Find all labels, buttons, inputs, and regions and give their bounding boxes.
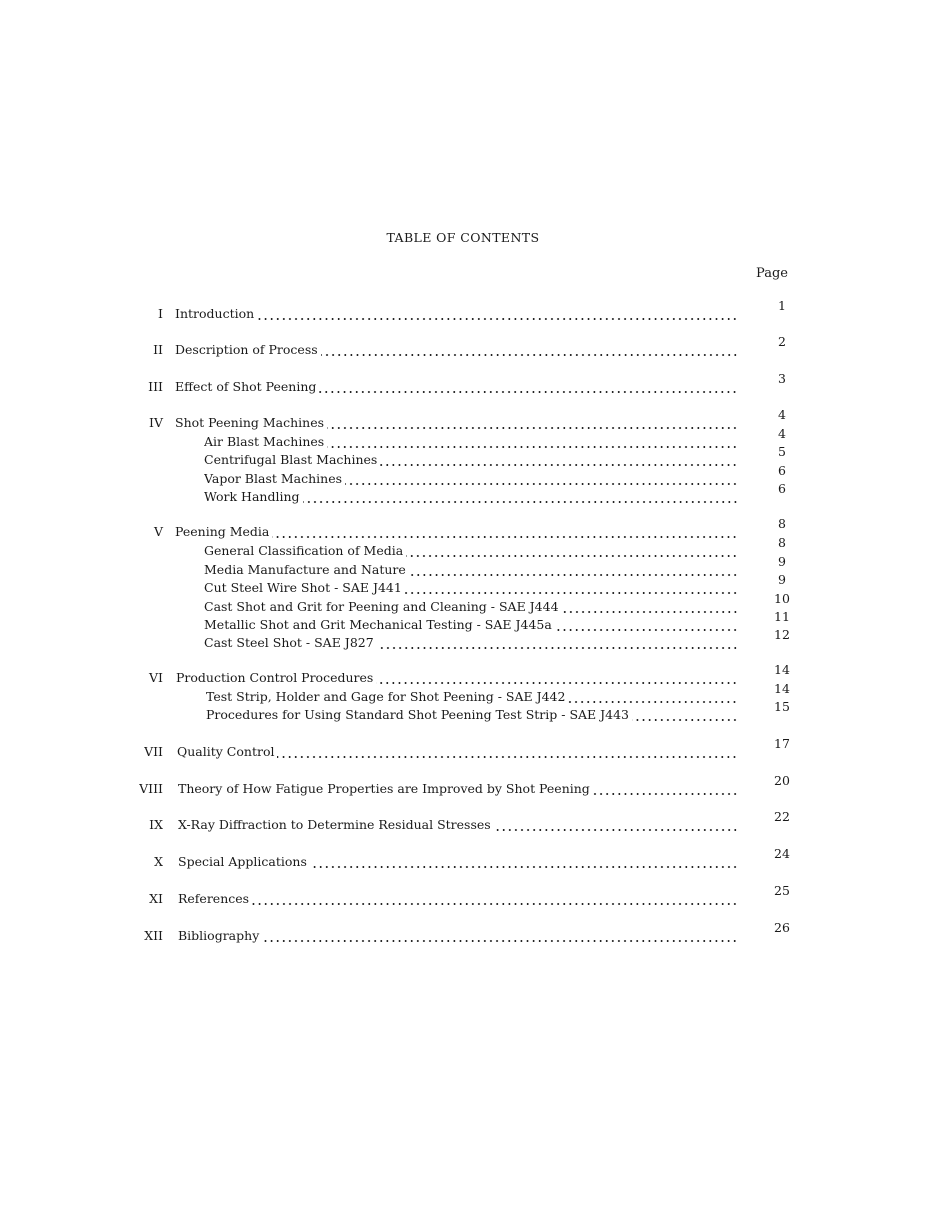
entry-title: Metallic Shot and Grit Mechanical Testing - SAE J445a <box>204 617 552 632</box>
dot-leader <box>555 616 738 634</box>
entry-title-with-leader <box>175 341 738 359</box>
page-number: 14 <box>774 662 790 677</box>
dot-leader <box>568 688 738 706</box>
dot-leader <box>277 743 738 761</box>
section-number: XII <box>144 928 163 943</box>
entry-title-with-leader <box>206 688 738 706</box>
toc-entry <box>0 481 950 506</box>
entry-title-with-leader <box>178 780 738 798</box>
page-number: 9 <box>778 572 786 587</box>
toc-entry <box>0 609 950 634</box>
page-column-header: Page <box>756 266 788 281</box>
entry-title-with-leader <box>204 470 738 488</box>
dot-leader <box>319 378 738 396</box>
entry-title-with-leader <box>204 451 738 469</box>
page-number: 10 <box>774 591 790 606</box>
toc-entry <box>0 516 950 541</box>
entry-title: Effect of Shot Peening <box>175 379 317 394</box>
entry-title-with-leader <box>204 542 738 560</box>
entry-title: Quality Control <box>177 744 275 759</box>
page-number: 1 <box>778 298 786 313</box>
entry-title: Cut Steel Wire Shot - SAE J441 <box>204 580 402 595</box>
page-number: 25 <box>774 883 790 898</box>
entry-title: References <box>178 891 250 906</box>
entry-title: Peening Media <box>175 524 270 539</box>
toc-entry <box>0 334 950 359</box>
toc-entry <box>0 699 950 724</box>
entry-title-with-leader <box>178 927 738 945</box>
page-number: 8 <box>778 516 786 531</box>
dot-leader <box>310 853 738 871</box>
dot-leader <box>405 579 738 597</box>
page-number: 22 <box>774 809 790 824</box>
entry-title-with-leader <box>206 706 738 724</box>
section-number: I <box>158 306 163 321</box>
section-number: II <box>153 342 163 357</box>
page-number: 5 <box>778 444 786 459</box>
toc-entry <box>0 809 950 834</box>
page-title: TABLE OF CONTENTS <box>386 230 540 245</box>
entry-title: Introduction <box>175 306 255 321</box>
page-number: 2 <box>778 334 786 349</box>
dot-leader <box>494 816 738 834</box>
dot-leader <box>327 433 738 451</box>
entry-title-with-leader <box>204 488 738 506</box>
toc-entry <box>0 371 950 396</box>
entry-title: Procedures for Using Standard Shot Peening Test Strip - SAE J443 <box>206 707 630 722</box>
entry-title-with-leader <box>204 433 738 451</box>
dot-leader <box>272 523 738 541</box>
entry-title-with-leader <box>177 743 738 761</box>
section-number: VI <box>149 670 163 685</box>
toc-entry <box>0 554 950 579</box>
toc-entry <box>0 407 950 432</box>
dot-leader <box>252 890 738 908</box>
entry-title-with-leader <box>178 890 738 908</box>
entry-title-with-leader <box>204 634 738 652</box>
page-number: 3 <box>778 371 786 386</box>
dot-leader <box>380 451 738 469</box>
entry-title-with-leader <box>176 669 738 687</box>
dot-leader <box>562 598 738 616</box>
entry-title-with-leader <box>204 561 738 579</box>
entry-title: Special Applications <box>178 854 307 869</box>
dot-leader <box>409 561 738 579</box>
page-number: 9 <box>778 554 786 569</box>
page-number: 6 <box>778 463 786 478</box>
dot-leader <box>345 470 738 488</box>
page-number: 11 <box>774 609 790 624</box>
entry-title: Vapor Blast Machines <box>204 471 343 486</box>
section-number: VII <box>144 744 163 759</box>
toc-entry <box>0 681 950 706</box>
dot-leader <box>406 542 738 560</box>
toc-entry <box>0 298 950 323</box>
dot-leader <box>593 780 738 798</box>
page-number: 24 <box>774 846 790 861</box>
section-number: IX <box>149 817 163 832</box>
toc-entry <box>0 444 950 469</box>
entry-title: Air Blast Machines <box>204 434 325 449</box>
page-number: 12 <box>774 627 790 642</box>
entry-title-with-leader <box>204 579 738 597</box>
toc-entry <box>0 662 950 687</box>
entry-title: Shot Peening Machines <box>175 415 325 430</box>
section-number: V <box>153 524 163 539</box>
page-number: 6 <box>778 481 786 496</box>
entry-title-with-leader <box>175 523 738 541</box>
entry-title-with-leader <box>204 598 738 616</box>
section-number: IV <box>149 415 163 430</box>
dot-leader <box>321 341 738 359</box>
toc-entry <box>0 883 950 908</box>
toc-entry <box>0 463 950 488</box>
page-number: 8 <box>778 535 786 550</box>
entry-title: X-Ray Diffraction to Determine Residual Stresses <box>178 817 491 832</box>
entry-title: Test Strip, Holder and Gage for Shot Peening - SAE J442 <box>206 689 566 704</box>
section-number: VIII <box>139 781 163 796</box>
page-number: 4 <box>778 407 786 422</box>
dot-leader <box>262 927 738 945</box>
dot-leader <box>327 414 738 432</box>
section-number: III <box>148 379 163 394</box>
toc-entry <box>0 627 950 652</box>
entry-title-with-leader <box>204 616 738 634</box>
page-number: 15 <box>774 699 790 714</box>
section-number: X <box>154 854 163 869</box>
page-number: 17 <box>774 736 790 751</box>
entry-title: Bibliography <box>178 928 260 943</box>
entry-title: Theory of How Fatigue Properties are Improved by Shot Peening <box>178 781 590 796</box>
page-number: 26 <box>774 920 790 935</box>
entry-title-with-leader <box>178 853 738 871</box>
entry-title: Work Handling <box>204 489 300 504</box>
page-number: 20 <box>774 773 790 788</box>
entry-title-with-leader <box>175 378 738 396</box>
toc-entry <box>0 535 950 560</box>
entry-title: Cast Shot and Grit for Peening and Cleaning - SAE J444 <box>204 599 559 614</box>
section-number: XI <box>149 891 163 906</box>
dot-leader <box>377 634 738 652</box>
dot-leader <box>303 488 738 506</box>
entry-title: General Classification of Media <box>204 543 404 558</box>
page-number: 14 <box>774 681 790 696</box>
toc-entry <box>0 773 950 798</box>
dot-leader <box>257 305 738 323</box>
entry-title: Production Control Procedures <box>176 670 374 685</box>
dot-leader <box>376 669 738 687</box>
entry-title: Media Manufacture and Nature <box>204 562 406 577</box>
toc-entry <box>0 920 950 945</box>
toc-entry <box>0 736 950 761</box>
entry-title: Description of Process <box>175 342 318 357</box>
entry-title-with-leader <box>178 816 738 834</box>
entry-title: Centrifugal Blast Machines <box>204 452 378 467</box>
page-number: 4 <box>778 426 786 441</box>
toc-entry <box>0 572 950 597</box>
toc-entry <box>0 426 950 451</box>
dot-leader <box>632 706 738 724</box>
entry-title-with-leader <box>175 305 738 323</box>
entry-title: Cast Steel Shot - SAE J827 <box>204 635 374 650</box>
toc-entry <box>0 846 950 871</box>
toc-entry <box>0 591 950 616</box>
entry-title-with-leader <box>175 414 738 432</box>
